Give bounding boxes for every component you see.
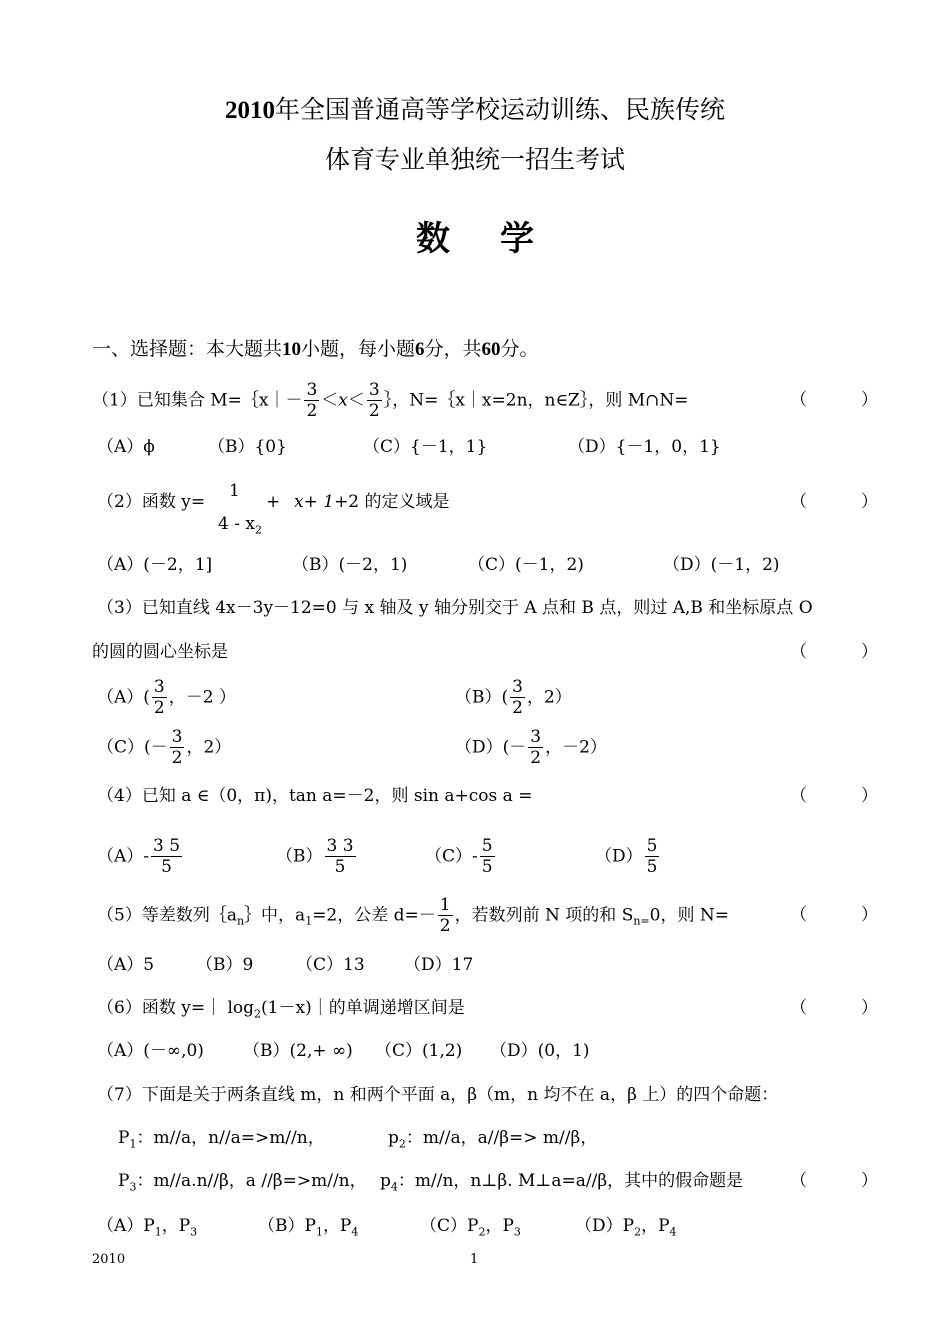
q4-option-a bbox=[97, 836, 184, 877]
q4-d-den: 5 bbox=[646, 857, 658, 877]
q2-option-d: （D）(－1，2) bbox=[663, 555, 780, 575]
q1-lt-1: ＜ bbox=[321, 390, 339, 411]
q2-plus: + bbox=[266, 492, 281, 512]
q1-text-a: （1）已知集合 M=｛x｜－ bbox=[92, 390, 303, 411]
q3-d-fraction bbox=[528, 727, 543, 768]
q5-text-a: （5）等差数列｛a bbox=[97, 905, 237, 926]
q2-frac-den-exp: 2 bbox=[254, 523, 262, 537]
q3-option-a bbox=[97, 677, 236, 718]
q6-answer-blank: （ ） bbox=[790, 998, 879, 1018]
q2-option-c: （C）(－1，2) bbox=[468, 555, 584, 575]
q7-proposition-p1 bbox=[118, 1128, 325, 1151]
q4-c-num: 5 bbox=[481, 836, 493, 856]
q2-frac-num: 1 bbox=[229, 481, 240, 501]
q7-c-p2: ，P bbox=[485, 1216, 514, 1236]
q6-option-a: （A）(－∞,0) bbox=[97, 1041, 204, 1061]
q7-c-sub1: 2 bbox=[478, 1225, 486, 1239]
q7-p4-letter: p bbox=[380, 1171, 391, 1191]
q3-d-text1: （D）(－ bbox=[455, 737, 527, 758]
q5-text-d: ，若数列前 N 项的和 S bbox=[454, 905, 634, 926]
q1-option-b: （B）{0} bbox=[208, 437, 287, 457]
q7-b-p2: ，P bbox=[322, 1216, 352, 1236]
q4-d-prefix: （D） bbox=[595, 846, 643, 867]
q3-b-den: 2 bbox=[512, 698, 523, 718]
q3-d-num: 3 bbox=[530, 727, 542, 747]
q6-text-b: (1－x)｜的单调递增区间是 bbox=[261, 998, 465, 1018]
q7-option-b bbox=[258, 1216, 359, 1239]
q5-text-e: 0，则 N= bbox=[649, 905, 729, 926]
section-text-d: 分。 bbox=[500, 338, 539, 360]
q5-option-d: （D）17 bbox=[404, 955, 474, 975]
q6-option-c: （C）(1,2) bbox=[375, 1041, 463, 1061]
q7-p2-letter: p bbox=[388, 1128, 399, 1148]
q1-frac1-den: 2 bbox=[306, 401, 318, 421]
q3-stem-line2: 的圆的圆心坐标是 bbox=[92, 642, 228, 662]
q6-log-base: 2 bbox=[254, 1007, 262, 1021]
q7-p2-text: ：m//a，a//β=> m//β， bbox=[405, 1128, 598, 1148]
q1-option-c: （C）{－1，1} bbox=[363, 437, 488, 457]
exam-title-line1-text: 年全国普通高等学校运动训练、民族传统 bbox=[274, 95, 725, 124]
q5-frac-den: 2 bbox=[439, 916, 451, 936]
exam-year: 2010 bbox=[224, 97, 275, 124]
q4-d-num: 5 bbox=[646, 836, 658, 856]
q6-text-a: （6）函数 y=｜ log bbox=[97, 998, 255, 1018]
q6-option-d: （D）(0，1) bbox=[490, 1041, 590, 1061]
subject-title: 数学 bbox=[416, 219, 584, 259]
q7-c-p: （C）P bbox=[420, 1216, 479, 1236]
page-number: 1 bbox=[470, 1252, 479, 1267]
q3-option-d bbox=[455, 727, 607, 768]
q2-text-d: +2 的定义域是 bbox=[334, 492, 450, 512]
q1-text-d: ｝，N=｛x｜x=2n，n∈Z｝，则 M∩N= bbox=[383, 390, 689, 411]
q4-stem: （4）已知 a ∈（0，π)，tan a=－2，则 sin a+cos a = bbox=[97, 786, 533, 806]
q6-stem bbox=[97, 998, 465, 1021]
footer-year: 2010 bbox=[92, 1252, 126, 1267]
section-text-a: 一、选择题：本大题共 bbox=[92, 338, 283, 360]
section-heading bbox=[92, 336, 539, 363]
q7-p3-sub: 3 bbox=[129, 1180, 137, 1194]
q3-d-text2: ，－2） bbox=[545, 737, 607, 758]
q7-option-c bbox=[420, 1216, 521, 1239]
q7-d-p2: ，P bbox=[641, 1216, 670, 1236]
section-text-b: 小题，每小题 bbox=[301, 338, 416, 360]
q3-a-num: 3 bbox=[153, 677, 165, 697]
q2-sqrt-expr: x+ 1 bbox=[294, 492, 335, 512]
q7-p4-sub: 4 bbox=[390, 1180, 398, 1194]
q3-answer-blank: （ ） bbox=[790, 642, 879, 662]
q4-option-c bbox=[425, 836, 497, 877]
q7-b-sub1: 1 bbox=[315, 1225, 323, 1239]
q7-a-sub2: 3 bbox=[190, 1225, 198, 1239]
q1-option-d: （D）{－1，0，1} bbox=[568, 437, 721, 457]
q1-fraction-2 bbox=[367, 380, 382, 421]
q5-stem bbox=[97, 895, 729, 936]
q2-frac-den-text: 4 - x bbox=[218, 514, 255, 534]
q3-c-text2: ，2） bbox=[186, 737, 232, 758]
q4-a-den: 5 bbox=[161, 857, 172, 877]
q1-answer-blank: （ ） bbox=[790, 390, 879, 410]
q5-option-b: （B）9 bbox=[196, 955, 254, 975]
q2-option-b: （B）(－2，1) bbox=[292, 555, 408, 575]
q7-p2-sub: 2 bbox=[398, 1137, 406, 1151]
q3-b-text1: （B）( bbox=[455, 687, 509, 708]
q3-c-text1: （C）(－ bbox=[97, 737, 168, 758]
q7-option-d bbox=[575, 1216, 677, 1239]
q7-d-sub2: 4 bbox=[669, 1225, 677, 1239]
q5-text-c: =2，公差 d=－ bbox=[312, 905, 436, 926]
q3-a-den: 2 bbox=[153, 698, 165, 718]
q5-answer-blank: （ ） bbox=[790, 905, 879, 925]
q5-fraction bbox=[438, 895, 453, 936]
q2-sqrt-content bbox=[294, 492, 450, 512]
q7-b-sub2: 4 bbox=[351, 1225, 359, 1239]
q1-stem bbox=[92, 380, 689, 421]
q7-p1-sub: 1 bbox=[129, 1137, 137, 1151]
q3-c-num: 3 bbox=[171, 727, 183, 747]
exam-title-line2: 体育专业单独统一招生考试 bbox=[324, 145, 625, 174]
q3-b-fraction bbox=[510, 677, 525, 718]
q2-frac-den bbox=[218, 514, 262, 537]
q5-sub-n-eq: n= bbox=[633, 914, 650, 928]
q6-option-b: （B）(2,+ ∞) bbox=[243, 1041, 353, 1061]
q3-c-den: 2 bbox=[171, 748, 183, 768]
q2-text-a: （2）函数 y= bbox=[97, 492, 206, 512]
q4-c-prefix: （C）- bbox=[425, 846, 478, 867]
q7-p1-text: ：m//a，n//a=>m//n， bbox=[136, 1128, 325, 1148]
q4-option-d bbox=[595, 836, 661, 877]
q4-b-num: 3 3 bbox=[326, 836, 354, 856]
q1-var-x: x bbox=[338, 390, 348, 411]
q4-b-prefix: （B） bbox=[276, 846, 323, 867]
q7-stem: （7）下面是关于两条直线 m，n 和两个平面 a，β（m，n 均不在 a，β 上）的四个命题： bbox=[97, 1085, 779, 1105]
q4-option-b bbox=[276, 836, 358, 877]
q3-a-text2: ，－2 ） bbox=[168, 687, 236, 708]
q3-c-fraction bbox=[170, 727, 185, 768]
q5-frac-num: 1 bbox=[439, 895, 451, 915]
q4-b-den: 5 bbox=[334, 857, 346, 877]
q5-option-a: （A）5 bbox=[97, 955, 155, 975]
q7-d-sub1: 2 bbox=[634, 1225, 642, 1239]
q4-a-fraction bbox=[151, 836, 182, 877]
q5-option-c: （C）13 bbox=[296, 955, 365, 975]
q1-fraction-1 bbox=[304, 380, 319, 421]
q4-answer-blank: （ ） bbox=[790, 786, 879, 806]
q3-d-den: 2 bbox=[530, 748, 542, 768]
q7-proposition-p4 bbox=[380, 1171, 744, 1194]
q1-frac2-den: 2 bbox=[368, 401, 380, 421]
q3-option-b bbox=[455, 677, 572, 718]
section-points-total: 60 bbox=[481, 339, 501, 360]
q4-a-num: 3 5 bbox=[153, 836, 181, 856]
q5-text-b: ｝中，a bbox=[244, 905, 306, 926]
q3-stem-line1: （3）已知直线 4x－3y－12=0 与 x 轴及 y 轴分别交于 A 点和 B 点，则过 A,B 和坐标原点 O bbox=[97, 598, 813, 618]
section-num-questions: 10 bbox=[282, 339, 302, 360]
q4-b-fraction bbox=[325, 836, 356, 877]
q7-b-p: （B）P bbox=[258, 1216, 316, 1236]
q3-a-text1: （A）( bbox=[97, 687, 150, 708]
q3-option-c bbox=[97, 727, 231, 768]
q3-b-num: 3 bbox=[512, 677, 523, 697]
q7-d-p: （D）P bbox=[575, 1216, 635, 1236]
q7-proposition-p3 bbox=[118, 1171, 367, 1194]
q7-a-p: （A）P bbox=[97, 1216, 155, 1236]
q7-option-a bbox=[97, 1216, 198, 1239]
q1-lt-2: ＜ bbox=[347, 390, 365, 411]
q7-p4-text: ：m//n，n⊥β. M⊥a=a//β，其中的假命题是 bbox=[397, 1171, 744, 1191]
q3-b-text2: ，2） bbox=[526, 687, 572, 708]
q7-proposition-p2 bbox=[388, 1128, 598, 1151]
q7-a-sub1: 1 bbox=[154, 1225, 162, 1239]
q7-a-p2: ，P bbox=[161, 1216, 191, 1236]
q7-p3-text: ：m//a.n//β，a //β=>m//n， bbox=[136, 1171, 367, 1191]
q1-frac1-num: 3 bbox=[306, 380, 318, 400]
q4-c-fraction bbox=[480, 836, 495, 877]
q4-a-prefix: （A）- bbox=[97, 846, 150, 867]
q4-c-den: 5 bbox=[481, 857, 493, 877]
q3-a-fraction bbox=[152, 677, 167, 718]
q5-sub-n: n bbox=[236, 914, 245, 928]
section-text-c: 分，共 bbox=[424, 338, 482, 360]
q2-option-a: （A）(－2，1] bbox=[97, 555, 213, 575]
q7-answer-blank: （ ） bbox=[790, 1171, 879, 1191]
q1-option-a: （A）ϕ bbox=[97, 437, 155, 457]
exam-title-line1 bbox=[0, 93, 950, 128]
q5-sub-1: 1 bbox=[305, 914, 313, 928]
section-points-each: 6 bbox=[415, 339, 425, 360]
q7-c-sub2: 3 bbox=[513, 1225, 521, 1239]
q1-frac2-num: 3 bbox=[368, 380, 380, 400]
q2-answer-blank: （ ） bbox=[790, 492, 879, 512]
q7-p3-letter: P bbox=[118, 1171, 130, 1191]
q4-d-fraction bbox=[645, 836, 660, 877]
q7-p1-letter: P bbox=[118, 1128, 130, 1148]
